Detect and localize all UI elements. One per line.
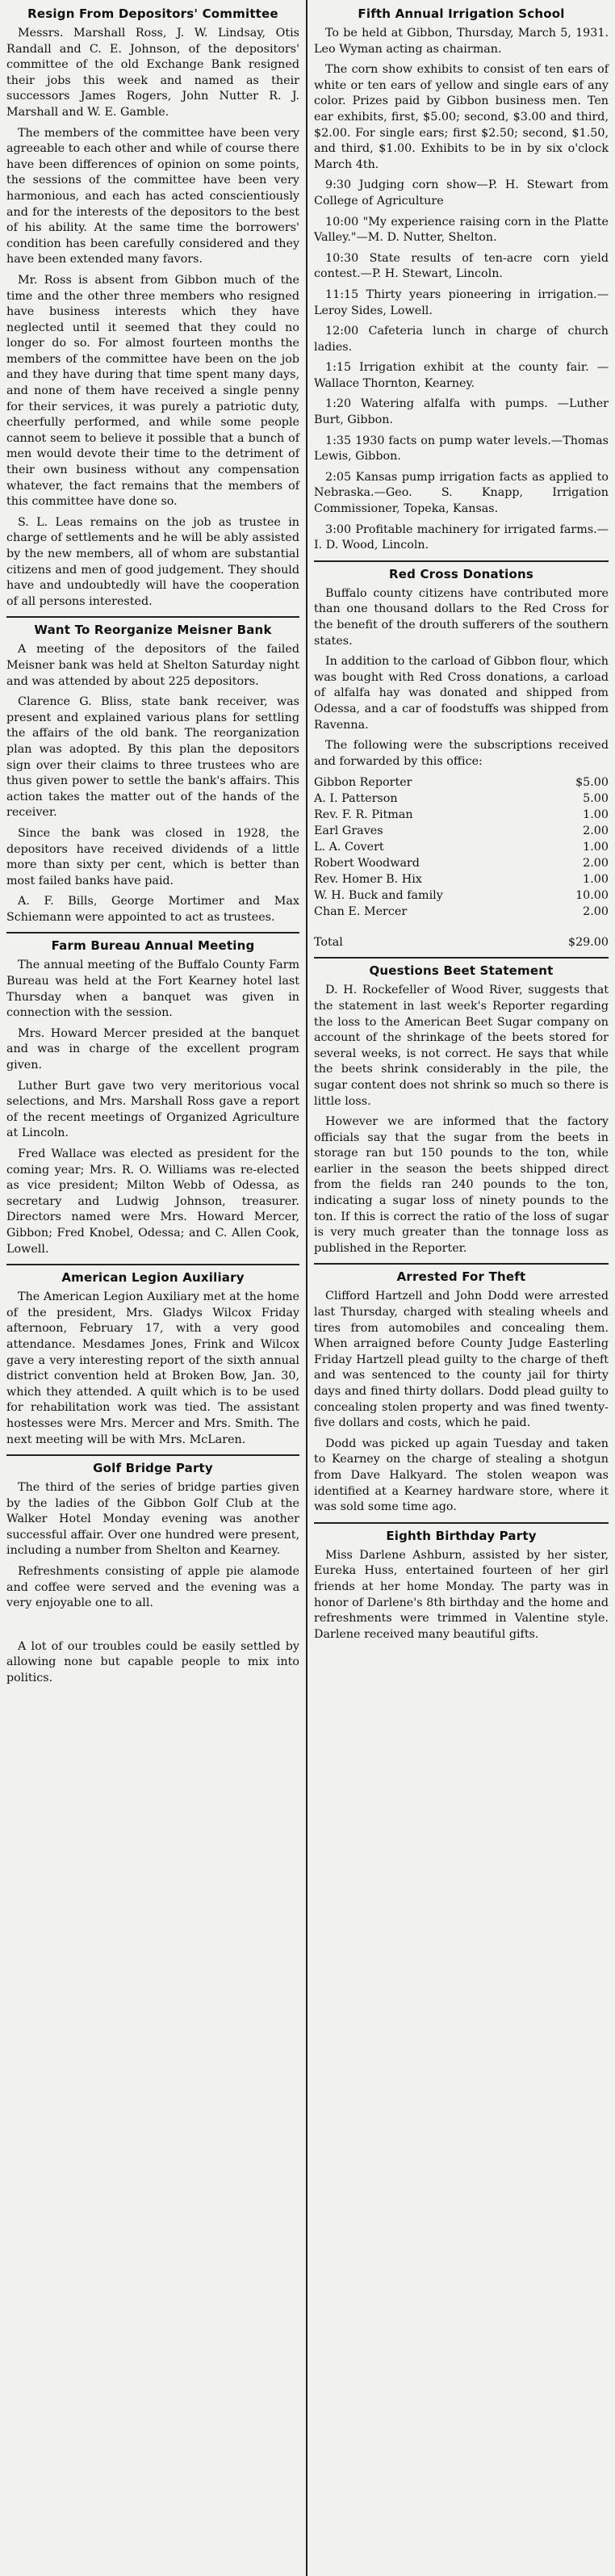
total-row <box>314 920 609 950</box>
article-beet-statement <box>314 963 609 1257</box>
schedule-item: 1:20 Watering alfalfa with pumps. —Luther Burt, Gibbon. <box>314 397 609 427</box>
subscription-row <box>314 774 609 791</box>
subscriber-name: Robert Woodward <box>314 857 420 871</box>
headline-golf: Golf Bridge Party <box>93 1461 213 1476</box>
subscriber-name: Rev. F. R. Pitman <box>314 808 413 822</box>
subscription-row <box>314 887 609 904</box>
subscription-row <box>314 839 609 855</box>
subscriber-name: Chan E. Mercer <box>314 905 408 919</box>
subscription-row <box>314 807 609 823</box>
paragraph: D. H. Rockefeller of Wood River, suggests that the statement in last week's Reporter regarding the loss to the American Beet Sugar company on account of the shrinkage of the beets stored for several weeks, is not correct. He says that while the beets shrink considerably in the pile, the sugar content does not shrink so much so there is little loss. <box>314 984 609 1108</box>
schedule-item: 2:05 Kansas pump irrigation facts as applied to Nebraska.—Geo. S. Knapp, Irrigation Commissioner, Topeka, Kansas. <box>314 470 609 516</box>
total-label: Total <box>314 936 343 950</box>
paragraph: Fred Wallace was elected as president for the coming year; Mrs. R. O. Williams was re-elected as vice president; Milton Webb of Odessa, as secretary and Ludwig Johnson, treasurer. Directors named were Mrs. Howard Mercer, Gibbon; Fred Knobel, Odessa; and C. Allen Cook, Lowell. <box>6 1147 299 1256</box>
column-rule <box>6 1454 299 1456</box>
paragraph: The American Legion Auxiliary met at the home of the president, Mrs. Gladys Wilcox Friday afternoon, February 17, with a very good attendance. Mesdames Jones, Frink and Wilcox gave a very interesting report of the sixth annual district convention held at Broken Bow, Jan. 30, which they attended. A quilt which is to be used for rehabilitation work was tied. The assistant hostesses were Mrs. Mercer and Mrs. Smith. The next meeting will be with Mrs. McLaren. <box>6 1290 299 1446</box>
schedule-item: 11:15 Thirty years pioneering in irrigation.—Leroy Sides, Lowell. <box>314 287 609 317</box>
schedule-item: 10:30 State results of ten-acre corn yield contest.—P. H. Stewart, Lincoln. <box>314 251 609 281</box>
subscription-amount: 1.00 <box>583 841 609 854</box>
subscription-amount: 1.00 <box>583 808 609 822</box>
article-golf-bridge <box>6 1461 299 1612</box>
subscription-amount: 5.00 <box>583 792 609 806</box>
paragraph: A. F. Bills, George Mortimer and Max Schiemann were appointed to act as trustees. <box>6 895 299 924</box>
article-red-cross <box>314 567 609 951</box>
article-meisner-bank <box>6 623 299 925</box>
total-amount: $29.00 <box>567 936 609 950</box>
paragraph: Dodd was picked up again Tuesday and taken to Kearney on the charge of stealing a shotgun from Dave Halkyard. The stolen weapon was identified at a Kearney hardware store, where it was sold some time ago. <box>314 1437 609 1514</box>
headline-legion: American Legion Auxiliary <box>61 1270 245 1286</box>
headline-red-cross: Red Cross Donations <box>388 566 534 581</box>
headline-farm-bureau: Farm Bureau Annual Meeting <box>51 938 255 954</box>
paragraph: The members of the committee have been very agreeable to each other and while of course there have been differences of opinion on some points, the sessions of the committee have been very harmonious, and each has acted conscientiously and for the interests of the depositors to the best of his ability. At the same time the borrowers' condition has been carefully considered and they have been extended many favors. <box>6 126 299 266</box>
paragraph: The annual meeting of the Buffalo County Farm Bureau was held at the Fort Kearney hotel last Thursday when a banquet was given in connection with the session. <box>6 959 299 1020</box>
article-legion-auxiliary <box>6 1270 299 1448</box>
paragraph: Messrs. Marshall Ross, J. W. Lindsay, Otis Randall and C. E. Johnson, of the depositors' committee of the old Exchange Bank resigned their jobs this week and named as their successors James Rogers, John Nutter R. J. Marshall and W. E. Gamble. <box>6 27 299 119</box>
paragraph: However we are informed that the factory officials say that the sugar from the beets in storage ran but 150 pounds to the ton, while earlier in the season the beets shipped direct from the fields ran 240 pounds to the ton, indicating a sugar loss of ninety pounds to the ton. If this is correct the ratio of the loss of sugar is very much greater than the tonnage loss as published in the Reporter. <box>314 1115 609 1255</box>
schedule-item: 1:15 Irrigation exhibit at the county fair. — Wallace Thornton, Kearney. <box>314 361 609 390</box>
schedule-item: 12:00 Cafeteria lunch in charge of church ladies. <box>314 325 609 354</box>
subscription-row <box>314 871 609 887</box>
headline-theft: Arrested For Theft <box>396 1269 526 1285</box>
paragraph: In addition to the carload of Gibbon flour, which was bought with Red Cross donations, a carload of alfalfa hay was donated and shipped from Odessa, and a car of foodstuffs was shipped from Ravenna. <box>314 655 609 732</box>
column-rule <box>314 957 609 959</box>
paragraph: Clifford Hartzell and John Dodd were arrested last Thursday, charged with stealing wheels and tires from automobiles and concealing them. When arraigned before County Judge Easterling Friday Hartzell plead guilty to the charge of theft and was sentenced to the county jail for thirty days and fined thirty dollars. Dodd plead guilty to concealing stolen property and was fined twenty-five dollars and costs, which he paid. <box>314 1290 609 1430</box>
subscriber-name: Gibbon Reporter <box>314 776 412 790</box>
column-rule <box>314 1263 609 1265</box>
schedule-item: 10:00 "My experience raising corn in the Platte Valley."—M. D. Nutter, Shelton. <box>314 215 609 245</box>
paragraph: S. L. Leas remains on the job as trustee in charge of settlements and he will be ably assisted by the new members, all of whom are substantial citizens and men of good judgement. They should have and undoubtedly will have the cooperation of all persons interested. <box>6 515 299 608</box>
subscriber-name: Rev. Homer B. Hix <box>314 873 422 887</box>
filler-note: A lot of our troubles could be easily settled by allowing none but capable people to mix into politics. <box>6 1639 299 1685</box>
subscriber-name: A. I. Patterson <box>314 792 398 806</box>
subscription-amount: 10.00 <box>575 889 609 903</box>
subscription-amount: $5.00 <box>575 776 609 790</box>
subscription-amount: 2.00 <box>583 824 609 838</box>
subscription-amount: 2.00 <box>583 905 609 919</box>
subscription-row <box>314 904 609 920</box>
article-farm-bureau <box>6 938 299 1257</box>
subscription-amount: 2.00 <box>583 857 609 871</box>
right-column <box>308 0 615 2576</box>
headline-meisner: Want To Reorganize Meisner Bank <box>34 623 272 638</box>
paragraph: Miss Darlene Ashburn, assisted by her sister, Eureka Huss, entertained fourteen of her girl friends at her home Monday. The party was in honor of Darlene's 8th birthday and the home and refreshments were trimmed in Valentine style. Darlene received many beautiful gifts. <box>314 1548 609 1641</box>
subscriber-name: Earl Graves <box>314 824 383 838</box>
paragraph: Buffalo county citizens have contributed more than one thousand dollars to the Red Cross for the benefit of the drouth sufferers of the southern states. <box>314 586 609 648</box>
paragraph: The corn show exhibits to consist of ten ears of white or ten ears of yellow and single ears of any color. Prizes paid by Gibbon business men. Ten ear exhibits, first, $5.00; second, $3.00 and third, $2.00. For single ears; first $2.50; second, $1.50, and third, $1.00. Exhibits to be in by six o'clock March 4th. <box>314 63 609 171</box>
article-irrigation-school <box>314 6 609 554</box>
spacer <box>6 1617 299 1639</box>
paragraph: To be held at Gibbon, Thursday, March 5, 1931. Leo Wyman acting as chairman. <box>314 27 609 56</box>
headline-beet: Questions Beet Statement <box>369 963 554 979</box>
schedule-item: 3:00 Profitable machinery for irrigated farms.—I. D. Wood, Lincoln. <box>314 522 609 552</box>
subscription-amount: 1.00 <box>583 873 609 887</box>
article-birthday-party <box>314 1529 609 1643</box>
headline-resign: Resign From Depositors' Committee <box>27 6 278 21</box>
headline-birthday: Eighth Birthday Party <box>386 1528 537 1543</box>
subscription-row <box>314 791 609 807</box>
paragraph: Refreshments consisting of apple pie alamode and coffee were served and the evening was a very enjoyable one to all. <box>6 1565 299 1610</box>
article-resign-committee <box>6 6 299 610</box>
paragraph: A meeting of the depositors of the failed Meisner bank was held at Shelton Saturday night and was attended by about 225 depositors. <box>6 643 299 688</box>
subscriber-name: W. H. Buck and family <box>314 889 443 903</box>
paragraph: The third of the series of bridge parties given by the ladies of the Gibbon Golf Club at the Walker Hotel Monday evening was another successful affair. Over one hundred were present, including a number from Shelton and Kearney. <box>6 1481 299 1558</box>
paragraph: Luther Burt gave two very meritorious vocal selections, and Mrs. Marshall Ross gave a report of the recent meetings of Organized Agriculture at Lincoln. <box>6 1079 299 1140</box>
column-rule <box>314 1522 609 1524</box>
subscription-row <box>314 823 609 839</box>
column-rule <box>6 616 299 618</box>
paragraph: Mr. Ross is absent from Gibbon much of the time and the other three members who resigned have business interests which they have neglected until it seemed that they could no longer do so. For almost fourteen months the members of the committee have been on the job and they have during that time spent many days, and none of them have received a single penny for their services, it was purely a patriotic duty, cheerfully performed, and while some people cannot seem to believe it possible that a bunch of men would devote their time to the detriment of their own business without any compensation whatever, the fact remains that the members of this committee have done so. <box>6 273 299 509</box>
paragraph: Mrs. Howard Mercer presided at the banquet and was in charge of the excellent program given. <box>6 1026 299 1072</box>
subscriber-name: L. A. Covert <box>314 841 384 854</box>
schedule-item: 9:30 Judging corn show—P. H. Stewart from College of Agriculture <box>314 178 609 208</box>
schedule-item: 1:35 1930 facts on pump water levels.—Thomas Lewis, Gibbon. <box>314 434 609 464</box>
column-rule <box>6 932 299 933</box>
subscription-row <box>314 855 609 871</box>
headline-irrigation: Fifth Annual Irrigation School <box>358 6 565 21</box>
article-arrested-theft <box>314 1269 609 1515</box>
subscriptions-table <box>314 774 609 950</box>
column-rule <box>6 1264 299 1265</box>
paragraph: The following were the subscriptions received and forwarded by this office: <box>314 739 609 768</box>
paragraph: Since the bank was closed in 1928, the depositors have received dividends of a little more than sixty per cent, which is better than most failed banks have paid. <box>6 826 299 887</box>
paragraph: Clarence G. Bliss, state bank receiver, was present and explained various plans for settling the affairs of the old bank. The reorganization plan was adopted. By this plan the depositors sign over their claims to three trustees who are thus given power to settle the bank's affairs. This action takes the matter out of the hands of the receiver. <box>6 695 299 820</box>
column-rule <box>314 560 609 562</box>
